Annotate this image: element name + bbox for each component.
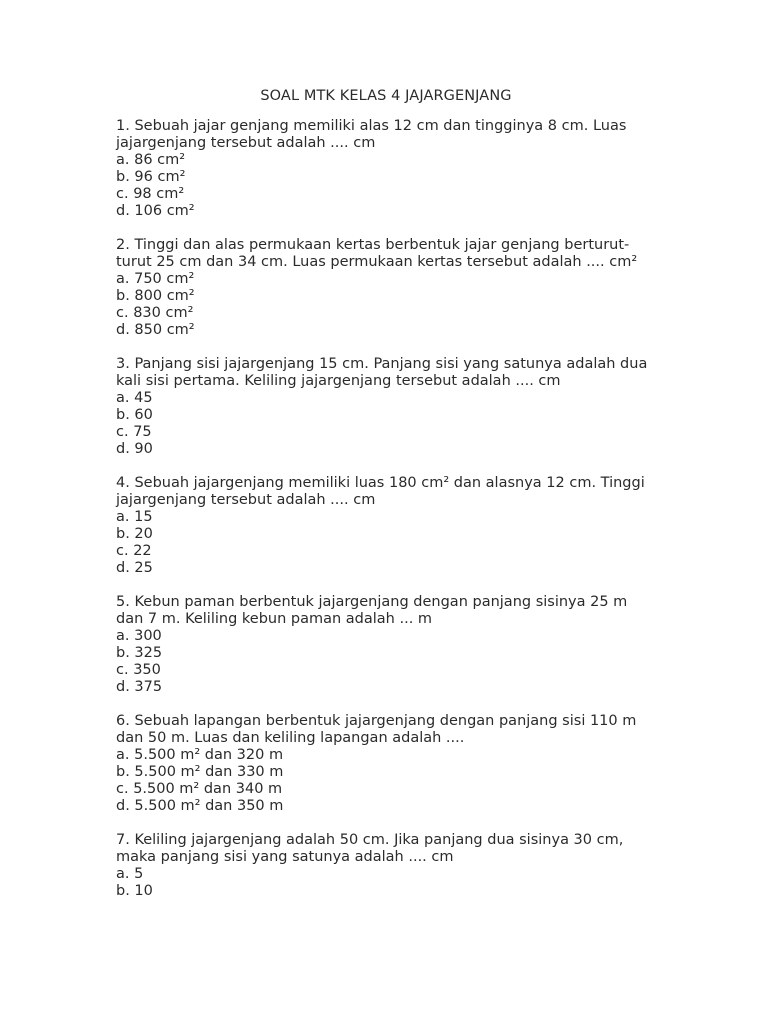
answer-option: c. 75 — [116, 424, 152, 440]
question-5 — [116, 594, 656, 696]
answer-option: d. 5.500 m² dan 350 m — [116, 798, 284, 814]
question-6 — [116, 713, 656, 815]
answer-option: b. 800 cm² — [116, 288, 195, 304]
answer-option: c. 98 cm² — [116, 186, 185, 202]
answer-option: b. 325 — [116, 645, 163, 661]
document-title: SOAL MTK KELAS 4 JAJARGENJANG — [260, 88, 512, 104]
answer-option: a. 750 cm² — [116, 271, 195, 287]
answer-option: b. 96 cm² — [116, 169, 186, 185]
question-text: 7. Keliling jajargenjang adalah 50 cm. Jika panjang dua sisinya 30 cm, maka panjang sisi yang satunya adalah .... cm — [116, 832, 624, 865]
answer-option: a. 45 — [116, 390, 153, 406]
answer-option: a. 86 cm² — [116, 152, 186, 168]
question-2 — [116, 237, 656, 339]
answer-option: b. 10 — [116, 883, 153, 899]
answer-option: d. 25 — [116, 560, 153, 576]
answer-option: a. 5.500 m² dan 320 m — [116, 747, 284, 763]
question-text: 4. Sebuah jajargenjang memiliki luas 180 cm² dan alasnya 12 cm. Tinggi jajargenjang tersebut adalah .... cm — [116, 475, 645, 508]
question-3 — [116, 356, 656, 458]
answer-option: c. 5.500 m² dan 340 m — [116, 781, 283, 797]
question-text: 5. Kebun paman berbentuk jajargenjang dengan panjang sisinya 25 m dan 7 m. Keliling kebun paman adalah ... m — [116, 594, 628, 627]
answer-option: a. 300 — [116, 628, 162, 644]
document-page — [116, 87, 656, 917]
answer-option: c. 22 — [116, 543, 152, 559]
question-text: 2. Tinggi dan alas permukaan kertas berbentuk jajar genjang berturut-turut 25 cm dan 34 cm. Luas permukaan kertas tersebut adalah .... cm² — [116, 237, 638, 270]
question-7 — [116, 832, 656, 900]
answer-option: d. 106 cm² — [116, 203, 195, 219]
answer-option: d. 850 cm² — [116, 322, 195, 338]
answer-option: a. 15 — [116, 509, 153, 525]
question-1 — [116, 118, 656, 220]
question-text: 1. Sebuah jajar genjang memiliki alas 12 cm dan tingginya 8 cm. Luas jajargenjang tersebut adalah .... cm — [116, 118, 627, 151]
question-text: 3. Panjang sisi jajargenjang 15 cm. Panjang sisi yang satunya adalah dua kali sisi pertama. Keliling jajargenjang tersebut adalah .... cm — [116, 356, 648, 389]
answer-option: b. 60 — [116, 407, 153, 423]
answer-option: c. 350 — [116, 662, 161, 678]
answer-option: b. 20 — [116, 526, 153, 542]
answer-option: c. 830 cm² — [116, 305, 194, 321]
question-text: 6. Sebuah lapangan berbentuk jajargenjang dengan panjang sisi 110 m dan 50 m. Luas dan keliling lapangan adalah .... — [116, 713, 637, 746]
answer-option: d. 90 — [116, 441, 153, 457]
answer-option: a. 5 — [116, 866, 144, 882]
answer-option: d. 375 — [116, 679, 163, 695]
answer-option: b. 5.500 m² dan 330 m — [116, 764, 284, 780]
question-4 — [116, 475, 656, 577]
